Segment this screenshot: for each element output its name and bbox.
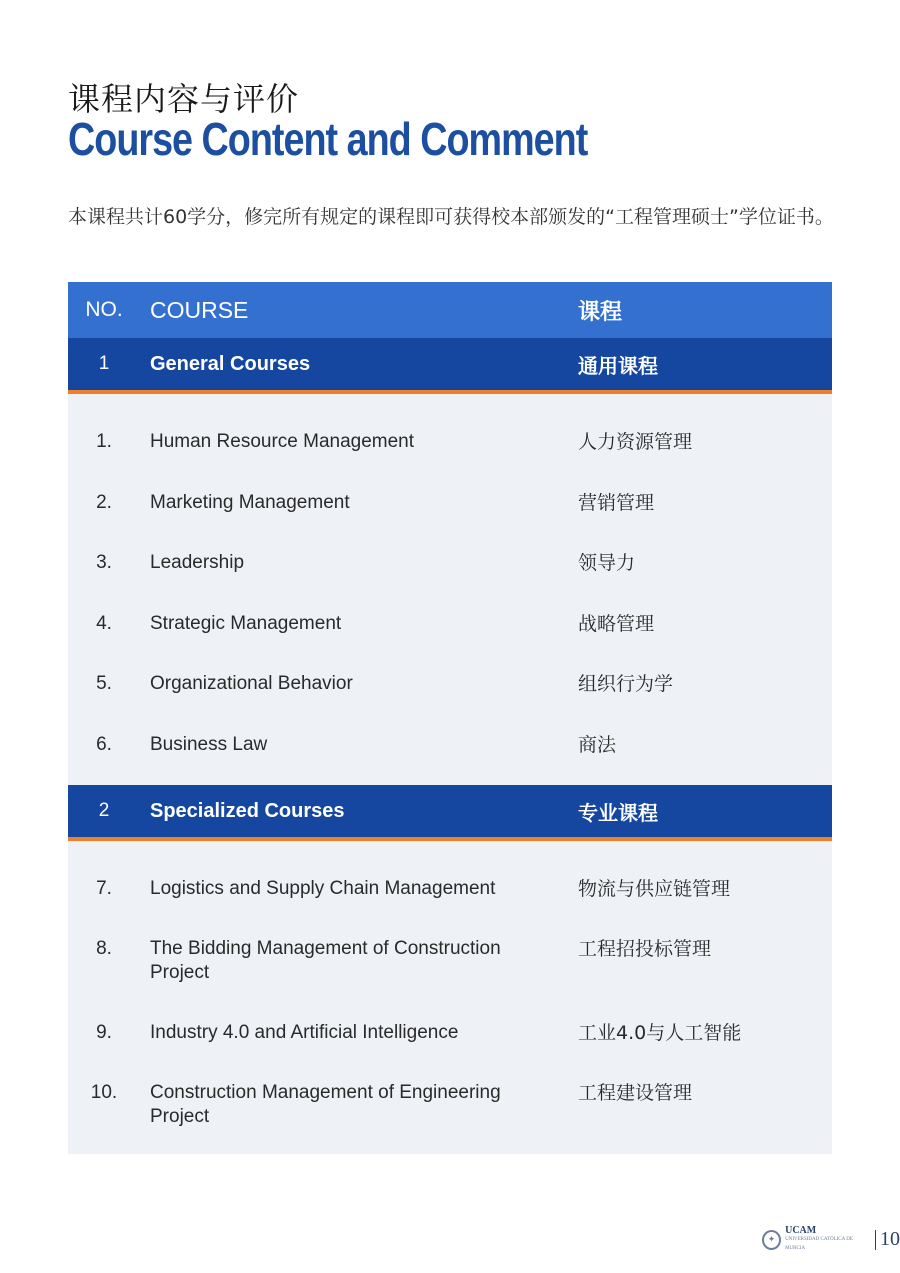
university-seal-icon: ✦ — [762, 1230, 781, 1250]
section-name: General Courses — [150, 352, 311, 375]
page-number: 10 — [880, 1228, 900, 1250]
section-name-cn: 通用课程 — [578, 353, 658, 378]
section-number: 2 — [98, 800, 110, 821]
row-number: 4. — [96, 612, 112, 634]
course-name: The Bidding Management of Construction Project — [150, 938, 501, 983]
course-name: Industry 4.0 and Artificial Intelligence — [150, 1022, 459, 1043]
table-row — [68, 1003, 832, 1063]
course-name-cn: 组织行为学 — [578, 673, 674, 696]
university-logo — [785, 1226, 869, 1253]
course-name: Business Law — [150, 733, 268, 755]
table-row — [68, 919, 832, 1003]
section-rows-specialized — [68, 841, 832, 1154]
logo-subtitle: UNIVERSIDAD CATÓLICA DE MURCIA — [785, 1237, 853, 1251]
course-name-cn: 营销管理 — [578, 491, 655, 514]
intro-paragraph: 本课程共计60学分，修完所有规定的课程即可获得校本部颁发的“工程管理硕士”学位证书。 — [68, 206, 834, 228]
row-number: 8. — [96, 938, 112, 959]
course-name-cn: 物流与供应链管理 — [578, 878, 731, 900]
course-name-cn: 领导力 — [578, 552, 636, 575]
course-name: Organizational Behavior — [150, 673, 353, 695]
course-name-cn: 工程招投标管理 — [578, 938, 712, 960]
table-row — [68, 473, 832, 534]
section-header-general — [68, 338, 832, 394]
footer-divider — [875, 1230, 876, 1250]
row-number: 9. — [96, 1022, 112, 1043]
row-number: 1. — [96, 431, 112, 452]
header-course-cn: 课程 — [578, 299, 623, 325]
table-row — [68, 594, 832, 655]
course-name-cn: 工业4.0与人工智能 — [578, 1022, 742, 1044]
row-number: 6. — [96, 733, 112, 755]
course-name-cn: 人力资源管理 — [578, 431, 693, 453]
table-row — [68, 533, 832, 594]
section-header-specialized — [68, 785, 832, 841]
table-row — [68, 412, 832, 473]
footer — [762, 1226, 900, 1253]
table-row — [68, 859, 832, 919]
section-rows-general — [68, 394, 832, 785]
section-name: Specialized Courses — [150, 799, 345, 822]
course-name-cn: 商法 — [578, 733, 617, 756]
course-name: Strategic Management — [150, 612, 342, 634]
table-header — [68, 282, 832, 338]
course-name-cn: 工程建设管理 — [578, 1082, 693, 1104]
course-name-cn: 战略管理 — [578, 612, 655, 635]
table-row — [68, 1063, 832, 1147]
course-name: Leadership — [150, 552, 245, 574]
row-number: 10. — [90, 1082, 118, 1103]
section-name-cn: 专业课程 — [578, 800, 658, 825]
course-name: Marketing Management — [150, 491, 350, 513]
row-number: 2. — [96, 491, 112, 513]
logo-wordmark: UCAM — [785, 1225, 817, 1236]
header-course: COURSE — [150, 296, 249, 323]
row-number: 3. — [96, 552, 112, 574]
course-name: Construction Management of Engineering Project — [150, 1082, 501, 1127]
course-name: Logistics and Supply Chain Management — [150, 878, 496, 899]
course-name: Human Resource Management — [150, 431, 415, 452]
row-number: 5. — [96, 673, 112, 695]
header-no: NO. — [85, 298, 123, 321]
course-table — [68, 282, 832, 1154]
page-title-english: Course Content and Comment — [68, 113, 588, 165]
page-title-chinese: 课程内容与评价 — [68, 80, 300, 118]
table-row — [68, 715, 832, 776]
row-number: 7. — [96, 878, 112, 899]
table-row — [68, 654, 832, 715]
section-number: 1 — [98, 353, 110, 374]
